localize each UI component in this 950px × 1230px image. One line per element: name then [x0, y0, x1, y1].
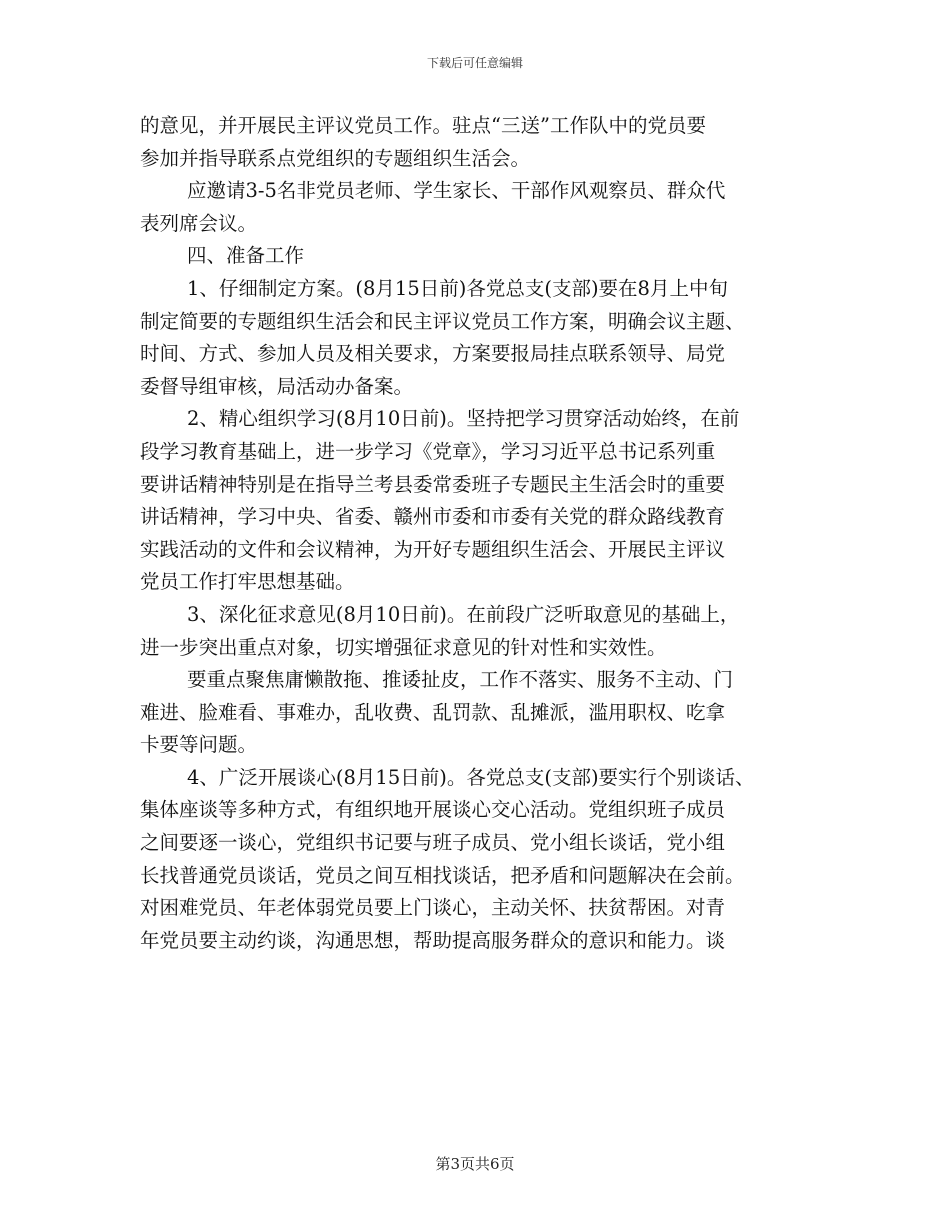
text-line: 制定简要的专题组织生活会和民主评议党员工作方案，明确会议主题、	[140, 309, 745, 333]
text-line: 4、广泛开展谈心(8月15日前)。各党总支(支部)要实行个别谈话、	[187, 765, 755, 789]
text-line: 3、深化征求意见(8月10日前)。在前段广泛听取意见的基础上，	[187, 602, 740, 626]
text-line: 的意见，并开展民主评议党员工作。驻点“三送”工作队中的党员要	[140, 114, 706, 137]
text-line: 年党员要主动约谈，沟通思想，帮助提高服务群众的意识和能力。谈	[140, 928, 726, 952]
text-line: 之间要逐一谈心，党组织书记要与班子成员、党小组长谈话，党小组	[140, 831, 726, 855]
text-line: 集体座谈等多种方式，有组织地开展谈心交心活动。党组织班子成员	[140, 798, 726, 822]
text-line: 时间、方式、参加人员及相关要求，方案要报局挂点联系领导、局党	[140, 342, 726, 366]
page-number-footer: 第3页共6页	[435, 1155, 515, 1173]
text-line: 要重点聚焦庸懒散拖、推诿扯皮，工作不落实、服务不主动、门	[187, 668, 734, 692]
text-line: 2、精心组织学习(8月10日前)。坚持把学习贯穿活动始终，在前	[187, 407, 740, 431]
text-line: 实践活动的文件和会议精神，为开好专题组织生活会、开展民主评议	[140, 537, 726, 561]
text-line: 表列席会议。	[140, 211, 258, 235]
text-line: 要讲话精神特别是在指导兰考县委常委班子专题民主生活会时的重要	[140, 472, 726, 496]
section-heading: 四、准备工作	[187, 244, 305, 268]
text-line: 卡要等问题。	[140, 733, 258, 757]
text-line: 段学习教育基础上，进一步学习《党章》，学习习近平总书记系列重	[140, 439, 716, 463]
page-header-note: 下载后可任意编辑	[426, 56, 523, 70]
text-line: 1、仔细制定方案。(8月15日前)各党总支(支部)要在8月上中旬	[187, 276, 728, 300]
text-line: 党员工作打牢思想基础。	[140, 570, 355, 594]
text-line: 难进、脸难看、事难办，乱收费、乱罚款、乱摊派，滥用职权、吃拿	[140, 700, 726, 724]
text-line: 对困难党员、年老体弱党员要上门谈心，主动关怀、扶贫帮困。对青	[140, 896, 726, 920]
text-line: 讲话精神，学习中央、省委、赣州市委和市委有关党的群众路线教育	[140, 505, 726, 529]
text-line: 委督导组审核，局活动办备案。	[140, 374, 414, 398]
text-line: 进一步突出重点对象，切实增强征求意见的针对性和实效性。	[140, 635, 667, 659]
text-line: 长找普通党员谈话，党员之间互相找谈话，把矛盾和问题解决在会前。	[140, 863, 745, 887]
document-body	[140, 110, 830, 957]
text-line: 参加并指导联系点党组织的专题组织生活会。	[140, 146, 531, 170]
text-line: 应邀请3-5名非党员老师、学生家长、干部作风观察员、群众代	[187, 179, 726, 203]
